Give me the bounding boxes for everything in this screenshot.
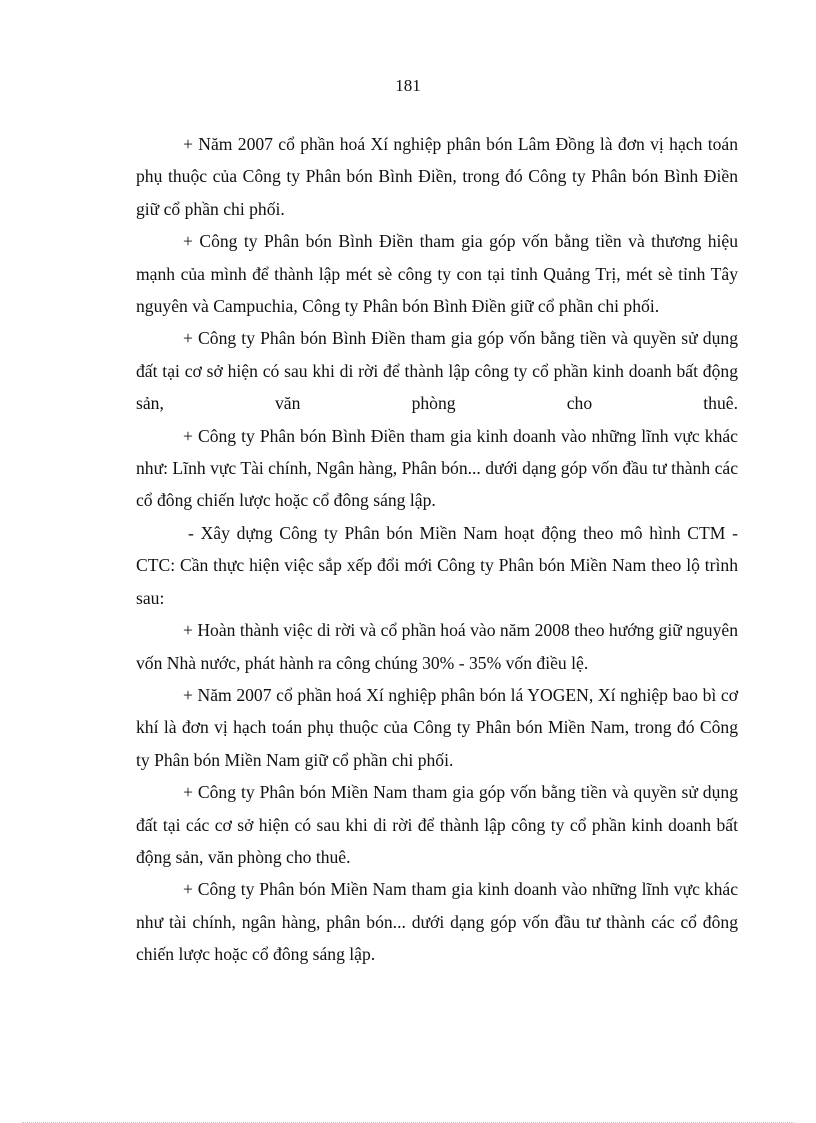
body-text <box>136 128 738 971</box>
paragraph-1: + Năm 2007 cổ phần hoá Xí nghiệp phân bón Lâm Đồng là đơn vị hạch toán phụ thuộc của Công ty Phân bón Bình Điền, trong đó Công ty Phân bón Bình Điền giữ cổ phần chi phối. <box>136 134 738 219</box>
paragraph-7: + Năm 2007 cổ phần hoá Xí nghiệp phân bón lá YOGEN, Xí nghiệp bao bì cơ khí là đơn vị hạch toán phụ thuộc của Công ty Phân bón Miền Nam, trong đó Công ty Phân bón Miền Nam giữ cổ phần chi phối. <box>136 684 738 770</box>
paragraph-6: + Hoàn thành việc di rời và cổ phần hoá vào năm 2008 theo hướng giữ nguyên vốn Nhà nước, phát hành ra công chúng 30% - 35% vốn điều lệ. <box>136 620 738 673</box>
paragraph-2: + Công ty Phân bón Bình Điền tham gia góp vốn bằng tiền và thương hiệu mạnh của mình để thành lập mét sè công ty con tại tỉnh Quảng Trị, mét sè tỉnh Tây nguyên và Campuchia, Công ty Phân bón Bình Điền giữ cổ phần chi phối. <box>136 231 738 317</box>
page-number: 181 <box>395 76 421 95</box>
paragraph-4: + Công ty Phân bón Bình Điền tham gia kinh doanh vào những lĩnh vực khác như: Lĩnh vực Tài chính, Ngân hàng, Phân bón... dưới dạng góp vốn đầu tư thành các cổ đông chiến lược hoặc cổ đông sáng lập. <box>136 425 738 511</box>
paragraph-9: + Công ty Phân bón Miền Nam tham gia kinh doanh vào những lĩnh vực khác như tài chính, ngân hàng, phân bón... dưới dạng góp vốn đầu tư thành các cổ đông chiến lược hoặc cổ đông sáng lập. <box>136 879 738 965</box>
paragraph-8: + Công ty Phân bón Miền Nam tham gia góp vốn bằng tiền và quyền sử dụng đất tại các cơ sở hiện có sau khi di rời để thành lập công ty cổ phần kinh doanh bất động sản, văn phòng cho thuê. <box>136 782 738 867</box>
paragraph-3: + Công ty Phân bón Bình Điền tham gia góp vốn bằng tiền và quyền sử dụng đất tại cơ sở hiện có sau khi di rời để thành lập công ty cổ phần kinh doanh bất động sản, văn phòng cho thuê. <box>136 328 738 414</box>
paragraph-5: - Xây dựng Công ty Phân bón Miền Nam hoạt động theo mô hình CTM - CTC: Cần thực hiện việc sắp xếp đổi mới Công ty Phân bón Miền Nam theo lộ trình sau: <box>136 522 738 608</box>
